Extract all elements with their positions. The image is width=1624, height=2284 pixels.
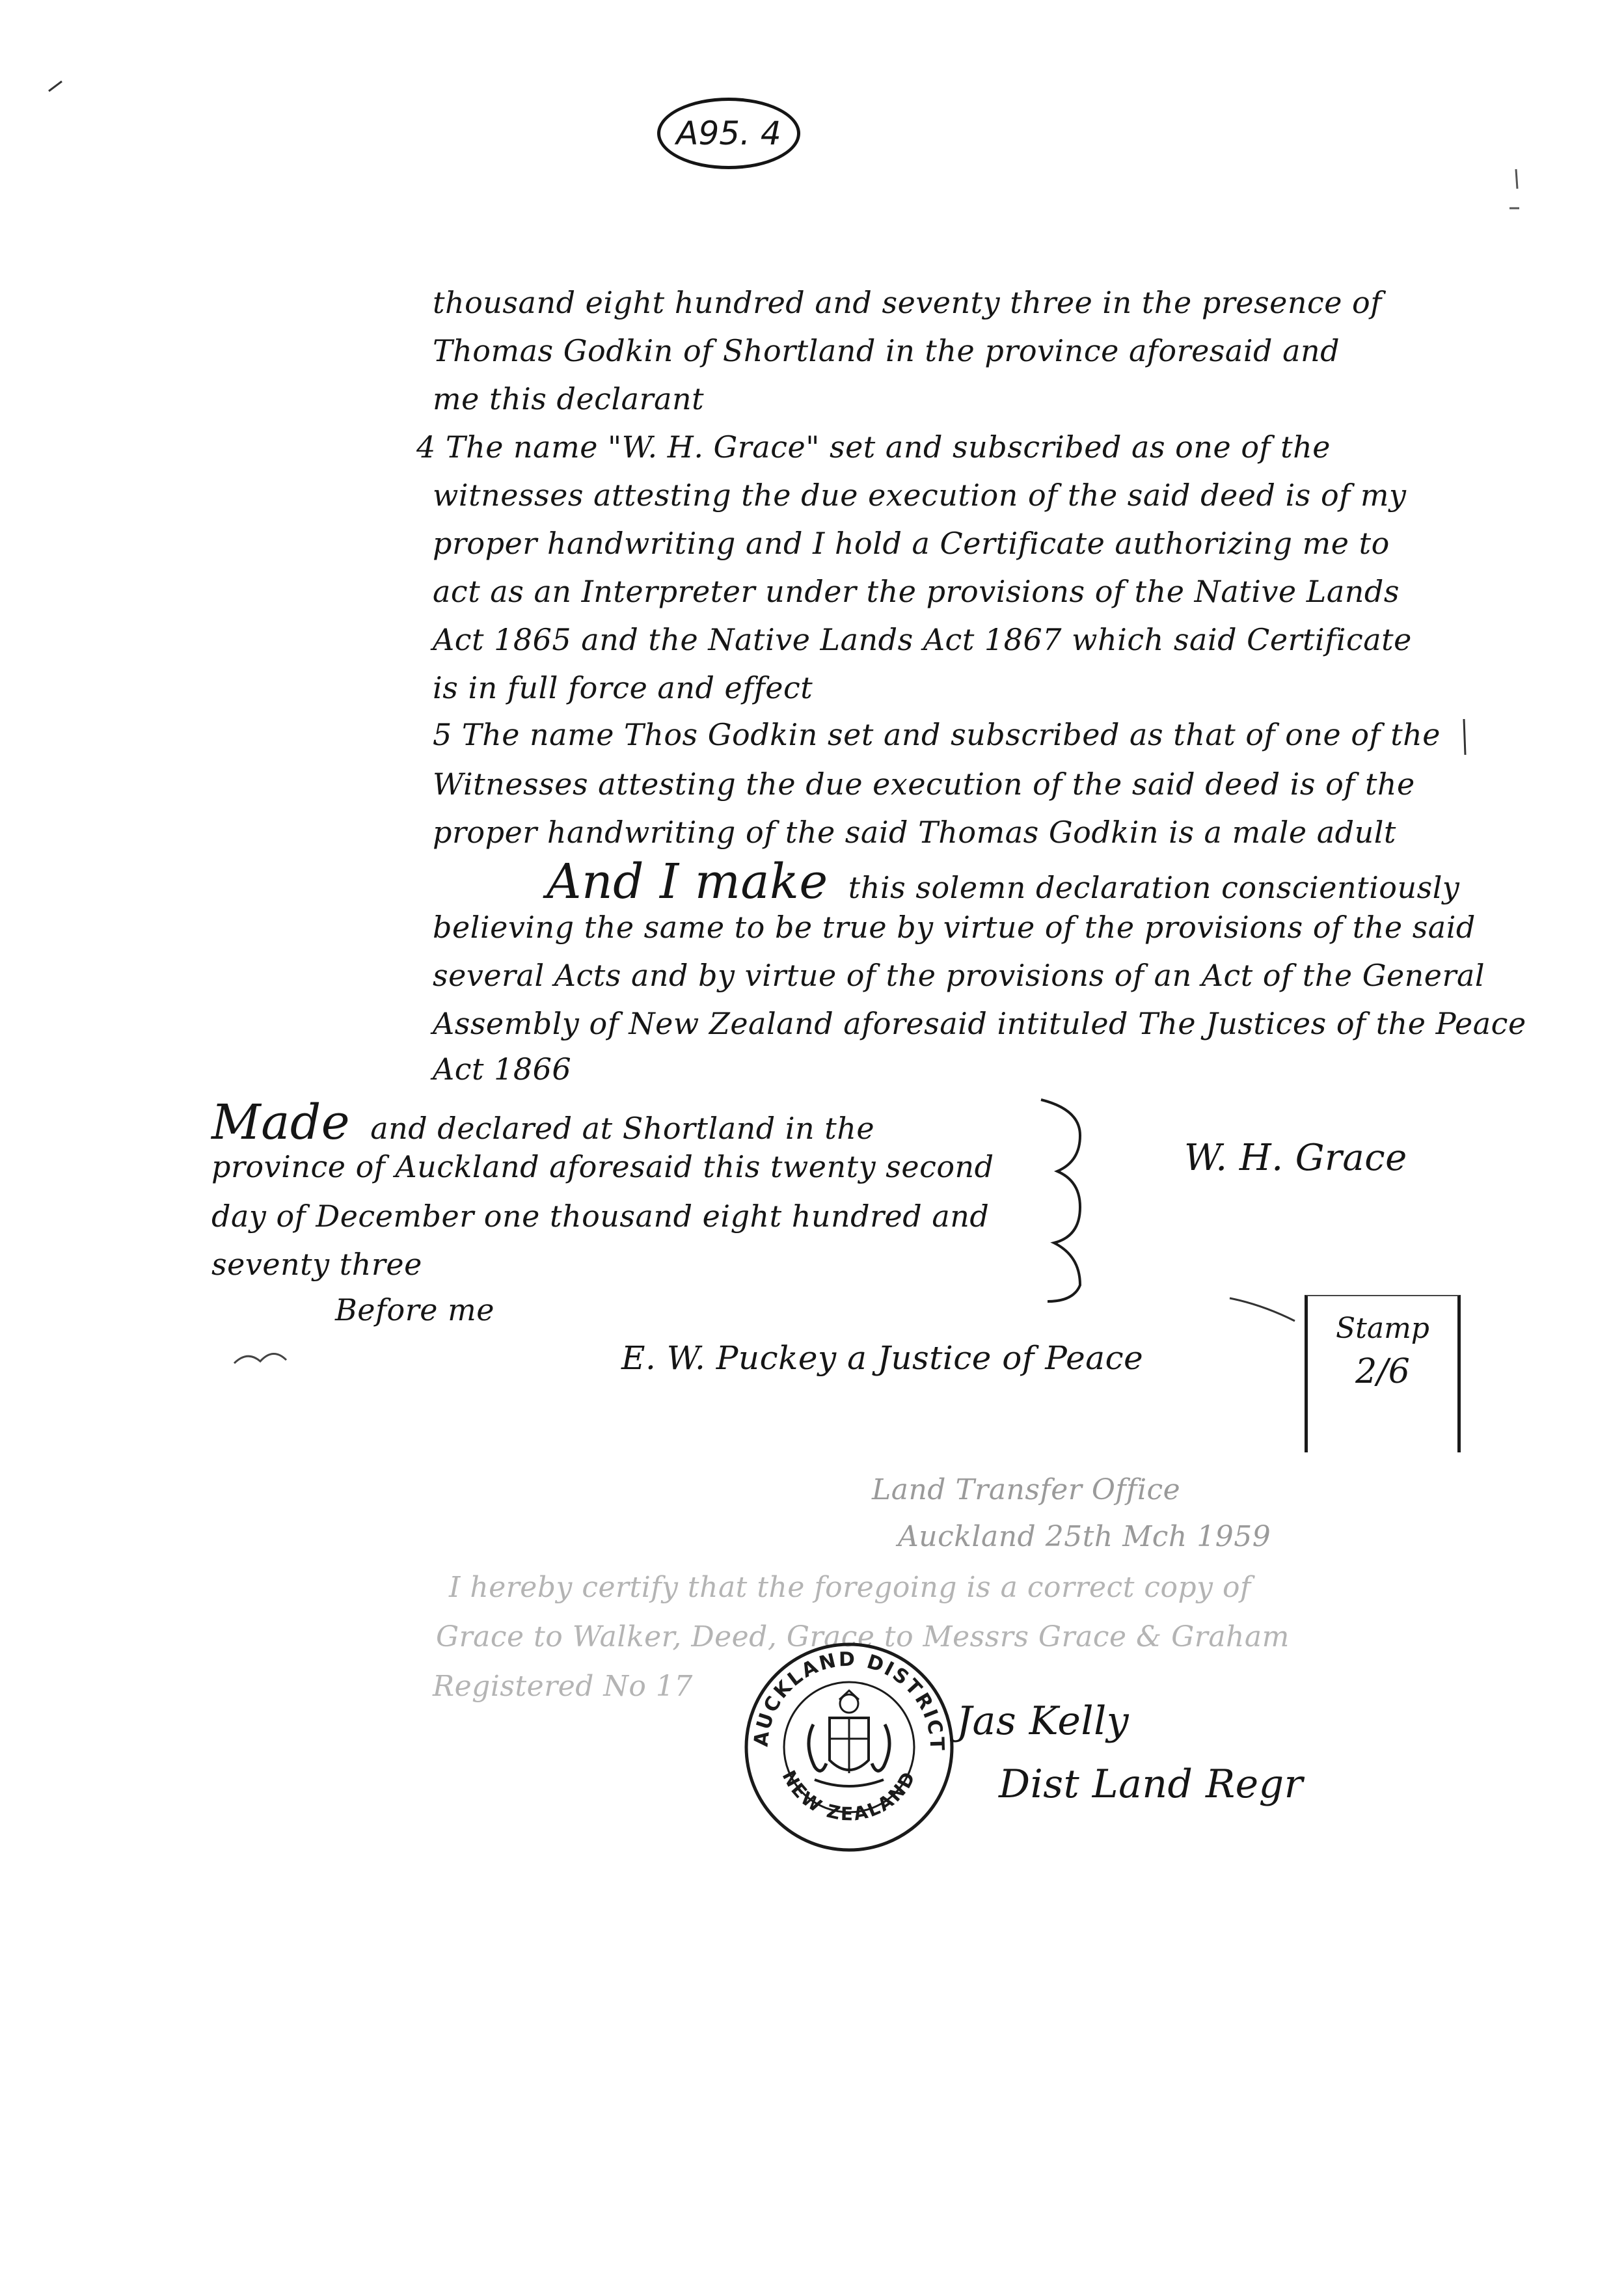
body-line-10: 5 The name Thos Godkin set and subscribed as that of one of the bbox=[433, 717, 1441, 752]
seal-lower-text: NEW ZEALAND bbox=[778, 1767, 921, 1825]
certification-office: Land Transfer Office bbox=[872, 1473, 1181, 1506]
body-line-12: proper handwriting of the said Thomas Godkin is a male adult bbox=[433, 815, 1396, 850]
declaration-line-1: believing the same to be true by virtue of the provisions of the said bbox=[433, 910, 1476, 945]
body-line-6: proper handwriting and I hold a Certificate authorizing me to bbox=[433, 526, 1390, 561]
body-line-3: me this declarant bbox=[433, 381, 705, 416]
certification-line-1: I hereby certify that the foregoing is a correct copy of bbox=[449, 1571, 1251, 1604]
stamp-label: Stamp bbox=[1336, 1312, 1429, 1345]
seal-outer-text: AUCKLAND DISTRICT bbox=[750, 1648, 949, 1753]
stray-mark-2 bbox=[1516, 169, 1517, 189]
stray-mark-1 bbox=[49, 81, 62, 91]
svg-text:NEW ZEALAND bbox=[778, 1767, 921, 1825]
body-line-1: thousand eight hundred and seventy three in the presence of bbox=[433, 285, 1382, 320]
land-registry-seal bbox=[742, 1640, 956, 1855]
declaration-line-2: several Acts and by virtue of the provisions of an Act of the General bbox=[433, 958, 1485, 993]
body-line-8: Act 1865 and the Native Lands Act 1867 which said Certificate bbox=[433, 622, 1412, 657]
body-line-11: Witnesses attesting the due execution of the said deed is of the bbox=[433, 767, 1415, 802]
declaration-lead: And I make bbox=[547, 854, 828, 910]
made-declared-line-3: seventy three bbox=[211, 1247, 422, 1282]
declaration-line-4: Act 1866 bbox=[433, 1052, 572, 1087]
made-declared-line-2: day of December one thousand eight hundred and bbox=[211, 1199, 990, 1234]
made-declared-line-1: province of Auckland aforesaid this twenty second bbox=[211, 1149, 994, 1184]
declaration-line-3: Assembly of New Zealand aforesaid intituled The Justices of the Peace bbox=[433, 1006, 1526, 1041]
justice-signature: E. W. Puckey a Justice of Peace bbox=[621, 1339, 1144, 1377]
initials-mark bbox=[234, 1353, 286, 1363]
certification-place-date: Auckland 25th Mch 1959 bbox=[898, 1520, 1271, 1553]
declarant-signature: W. H. Grace bbox=[1184, 1137, 1407, 1179]
stamp-box bbox=[1305, 1295, 1461, 1452]
before-me: Before me bbox=[335, 1292, 494, 1327]
body-line-5: witnesses attesting the due execution of the said deed is of my bbox=[433, 478, 1407, 513]
brace-mark bbox=[1041, 1100, 1080, 1301]
seal-graphic bbox=[742, 1640, 956, 1855]
made-declared-first-line bbox=[211, 1094, 875, 1150]
stamp-value: 2/6 bbox=[1355, 1352, 1410, 1391]
declaration-lead-rest: this solemn declaration conscientiously bbox=[848, 870, 1460, 905]
margin-mark bbox=[1464, 719, 1465, 755]
certification-line-2: Grace to Walker, Deed, Grace to Messrs Grace & Graham bbox=[436, 1620, 1290, 1653]
declaration-first-line bbox=[547, 854, 1460, 910]
certification-line-3: Registered No 17 bbox=[433, 1670, 693, 1703]
made-declared-lead: Made bbox=[211, 1094, 351, 1150]
body-line-7: act as an Interpreter under the provisions of the Native Lands bbox=[433, 574, 1400, 609]
reference-number: A95. 4 bbox=[657, 98, 800, 169]
registrar-signature: Jas Kelly bbox=[956, 1698, 1130, 1744]
body-line-9: is in full force and effect bbox=[433, 670, 813, 705]
body-line-4: 4 The name "W. H. Grace" set and subscribed as one of the bbox=[416, 429, 1331, 465]
made-declared-lead-rest: and declared at Shortland in the bbox=[370, 1111, 875, 1146]
registrar-title: Dist Land Regr bbox=[999, 1761, 1303, 1807]
body-line-2: Thomas Godkin of Shortland in the province aforesaid and bbox=[433, 333, 1340, 368]
stamp-pointer-mark bbox=[1230, 1298, 1295, 1321]
